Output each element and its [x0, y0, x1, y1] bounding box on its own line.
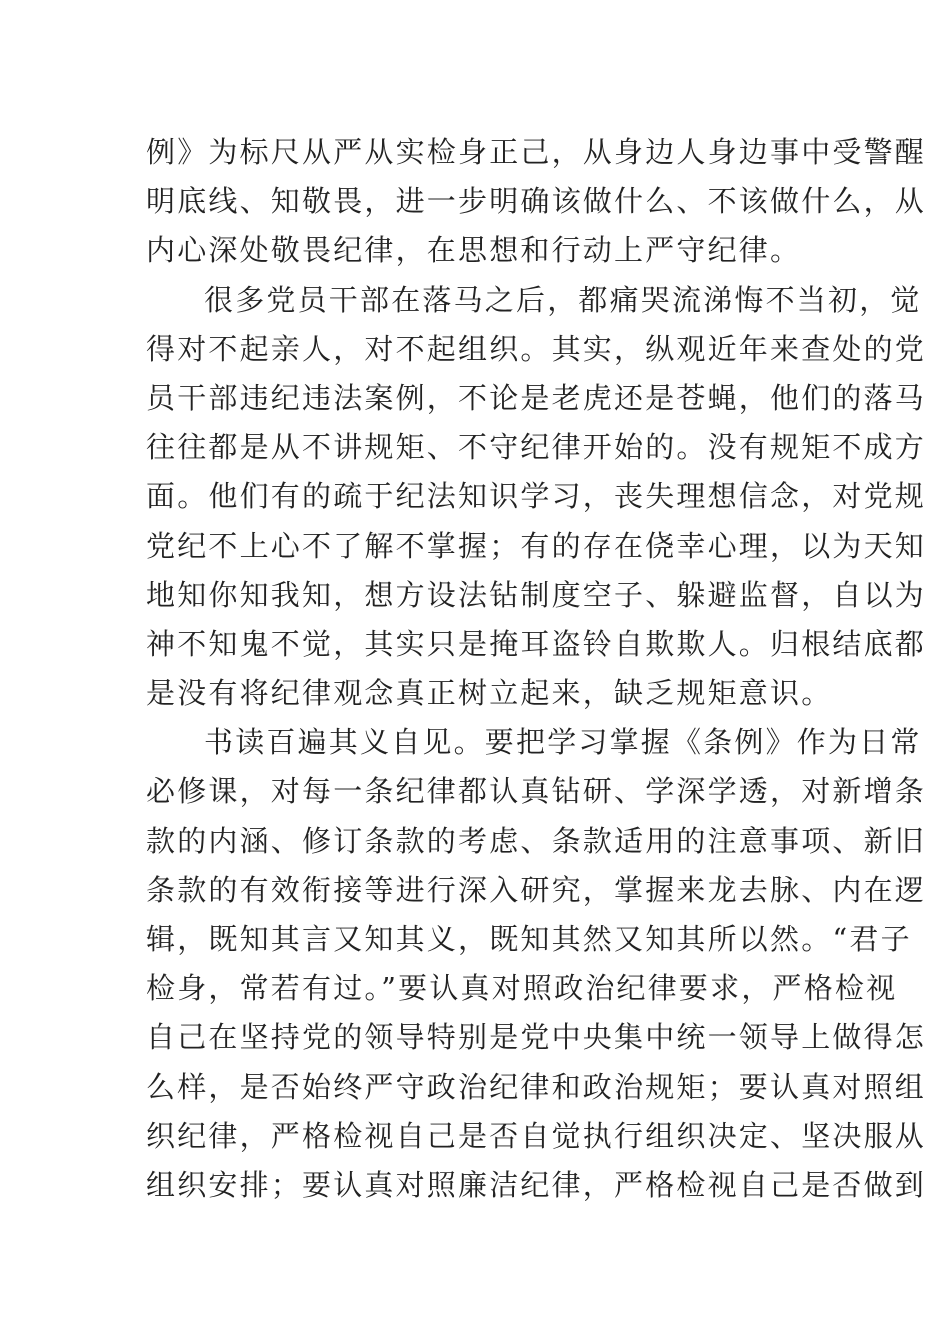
text-line: 例》为标尺从严从实检身正己，从身边人身边事中受警醒 [146, 135, 927, 169]
text-line: 条款的有效衔接等进行深入研究，掌握来龙去脉、内在逻 [146, 872, 927, 907]
text-line: 辑，既知其言又知其义，既知其然又知其所以然。“君子 [146, 922, 912, 956]
text-line: 么样，是否始终严守政治纪律和政治规矩；要认真对照组 [146, 1069, 927, 1104]
text-line: 面。他们有的疏于纪法知识学习，丧失理想信念，对党规 [146, 479, 927, 514]
text-line: 组织安排；要认真对照廉洁纪律，严格检视自己是否做到 [146, 1167, 927, 1202]
text-line: 明底线、知敬畏，进一步明确该做什么、不该做什么，从 [146, 184, 927, 219]
text-line: 款的内涵、修订条款的考虑、条款适用的注意事项、新旧 [146, 823, 927, 858]
text-line: 检身，常若有过。”要认真对照政治纪律要求，严格检视 [146, 971, 898, 1006]
text-line: 往往都是从不讲规矩、不守纪律开始的。没有规矩不成方 [146, 430, 927, 465]
text-line: 内心深处敬畏纪律，在思想和行动上严守纪律。 [146, 233, 802, 268]
text-line: 地知你知我知，想方设法钻制度空子、躲避监督，自以为 [146, 577, 927, 612]
text-line: 员干部违纪违法案例，不论是老虎还是苍蝇，他们的落马 [146, 380, 927, 415]
text-line: 必修课，对每一条纪律都认真钻研、学深学透，对新增条 [146, 774, 927, 809]
text-line: 是没有将纪律观念真正树立起来，缺乏规矩意识。 [146, 676, 833, 711]
text-line: 党纪不上心不了解不掌握；有的存在侥幸心理，以为天知 [146, 528, 927, 563]
body-text [146, 128, 927, 1210]
text-line: 神不知鬼不觉，其实只是掩耳盗铃自欺欺人。归根结底都 [146, 626, 927, 661]
text-line: 得对不起亲人，对不起组织。其实，纵观近年来查处的党 [146, 331, 927, 366]
text-line: 自己在坚持党的领导特别是党中央集中统一领导上做得怎 [146, 1020, 927, 1055]
paragraph-start-line: 书读百遍其义自见。要把学习掌握《条例》作为日常 [204, 725, 922, 760]
paragraph-start-line: 很多党员干部在落马之后，都痛哭流涕悔不当初，觉 [204, 282, 922, 317]
text-line: 织纪律，严格检视自己是否自觉执行组织决定、坚决服从 [146, 1118, 927, 1153]
